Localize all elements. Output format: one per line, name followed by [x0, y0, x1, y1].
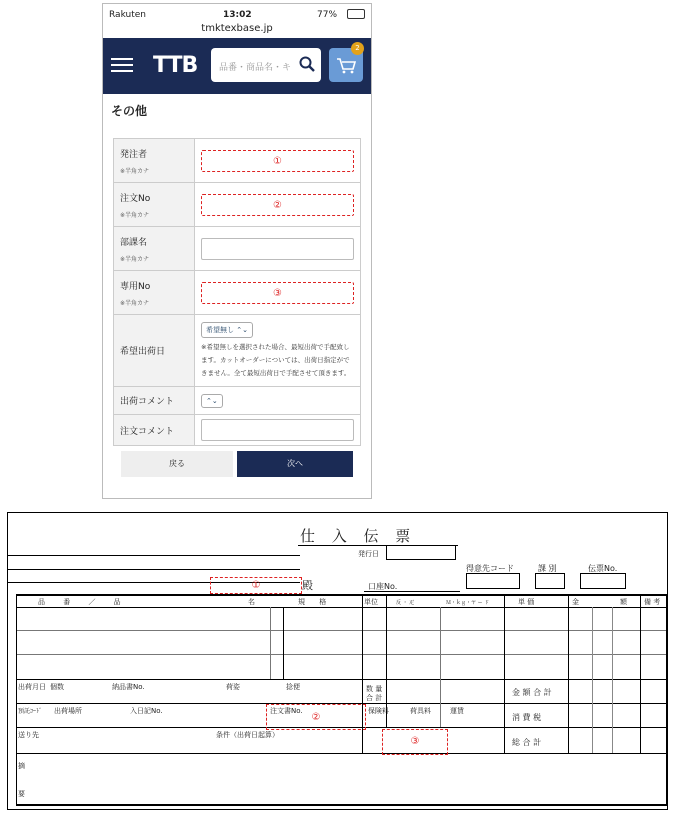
- marker-2: ②: [266, 704, 366, 730]
- battery-icon: [347, 9, 365, 19]
- field-hoken: 保険料: [368, 707, 389, 715]
- form-label: 注文No ※半角カナ: [114, 183, 195, 227]
- col-biko: 備 考: [644, 598, 661, 606]
- field-basho: 出荷場所: [54, 707, 82, 715]
- field-yo: 要: [18, 790, 25, 798]
- customer-code-label: 得意先コード: [466, 564, 514, 573]
- field-kanbin: 捻便: [286, 683, 300, 691]
- field-gokei: 合 計: [366, 694, 383, 702]
- section-label: 課 別: [538, 564, 557, 573]
- field-chumon: 注文書No.: [270, 707, 303, 715]
- issue-date-box: [386, 545, 456, 560]
- form-label: 注文コメント: [114, 415, 195, 446]
- dedicated-no-input[interactable]: ③: [201, 282, 354, 304]
- slip-title: 仕 入 伝 票: [300, 527, 417, 545]
- col-tani: 単位: [364, 598, 378, 606]
- field-nyuka: 入日記No.: [130, 707, 163, 715]
- col-suryo-a: 反 ・ 疋: [396, 600, 415, 606]
- ship-comment-select[interactable]: ⌃⌄: [201, 394, 223, 408]
- field-suryo: 数 量: [366, 685, 383, 693]
- order-no-input[interactable]: ②: [201, 194, 354, 216]
- search-icon[interactable]: [299, 56, 315, 72]
- col-mei: 名: [248, 598, 255, 606]
- page-title: その他: [111, 104, 148, 118]
- field-azukari: 預託ｺｰﾄﾞ: [18, 708, 43, 715]
- search-placeholder: 品番・商品名・キ: [219, 63, 292, 73]
- form-label: 希望出荷日: [114, 315, 195, 387]
- carrier: Rakuten: [109, 10, 146, 20]
- col-gaku: 額: [620, 598, 627, 606]
- url-bar[interactable]: tmktexbase.jp: [201, 23, 273, 34]
- site-header: [103, 38, 371, 94]
- col-kin: 金: [572, 598, 579, 606]
- dono-label: 殿: [302, 579, 313, 592]
- col-tanka: 単 価: [518, 598, 535, 606]
- field-joken: 条件（出荷日起算）: [216, 731, 279, 739]
- purchase-slip: [7, 512, 668, 810]
- order-comment-input[interactable]: [201, 419, 354, 441]
- department-input[interactable]: [201, 238, 354, 260]
- field-nigu: 荷具料: [410, 707, 431, 715]
- field-unchin: 運賃: [450, 707, 464, 715]
- form-label: 専用No ※半角カナ: [114, 271, 195, 315]
- search-input[interactable]: [211, 48, 321, 82]
- clock: 13:02: [223, 10, 252, 20]
- field-shohi: 消 費 税: [512, 713, 542, 722]
- battery-percent: 77%: [317, 10, 338, 20]
- marker-3: ③: [382, 729, 448, 755]
- order-form: [113, 138, 361, 446]
- col-kikaku: 規 格: [298, 598, 333, 606]
- field-kosu: 個数: [50, 683, 64, 691]
- field-nohin: 納品書No.: [112, 683, 145, 691]
- phone-screenshot: [102, 3, 372, 499]
- col-suryo-b: Ｍ・ｋｇ・ヤ ー ド: [446, 600, 490, 606]
- field-okuri: 送り先: [18, 731, 39, 739]
- form-label: 発注者 ※半角カナ: [114, 139, 195, 183]
- back-button[interactable]: 戻る: [121, 451, 233, 477]
- ship-date-note: ※希望無しを選択された場合、最短出荷で手配致します。カットオーダーについては、出荷日指定ができません。全て最短出荷日で手配させて頂きます。: [201, 342, 351, 377]
- orderer-input[interactable]: ①: [201, 150, 354, 172]
- form-label: 部課名 ※半角カナ: [114, 227, 195, 271]
- ship-date-select[interactable]: 希望無し ⌃⌄: [201, 322, 253, 338]
- site-logo[interactable]: TTB: [153, 53, 198, 78]
- field-nisugata: 荷姿: [226, 683, 240, 691]
- field-kingaku: 金 額 合 計: [512, 688, 552, 697]
- form-label: 出荷コメント: [114, 387, 195, 415]
- field-teki: 摘: [18, 762, 25, 770]
- next-button[interactable]: 次へ: [237, 451, 353, 477]
- account-label: 口座No.: [368, 582, 398, 591]
- slip-no-label: 伝票No.: [588, 564, 618, 573]
- menu-icon[interactable]: [111, 58, 133, 72]
- issue-date-label: 発行日: [358, 550, 379, 558]
- cart-count-badge: 2: [351, 42, 364, 55]
- field-shukka: 出荷月日: [18, 683, 46, 691]
- col-hinban: 品 番 ／ 品: [38, 598, 129, 606]
- field-sogo: 総 合 計: [512, 738, 542, 747]
- marker-1: ①: [210, 577, 302, 594]
